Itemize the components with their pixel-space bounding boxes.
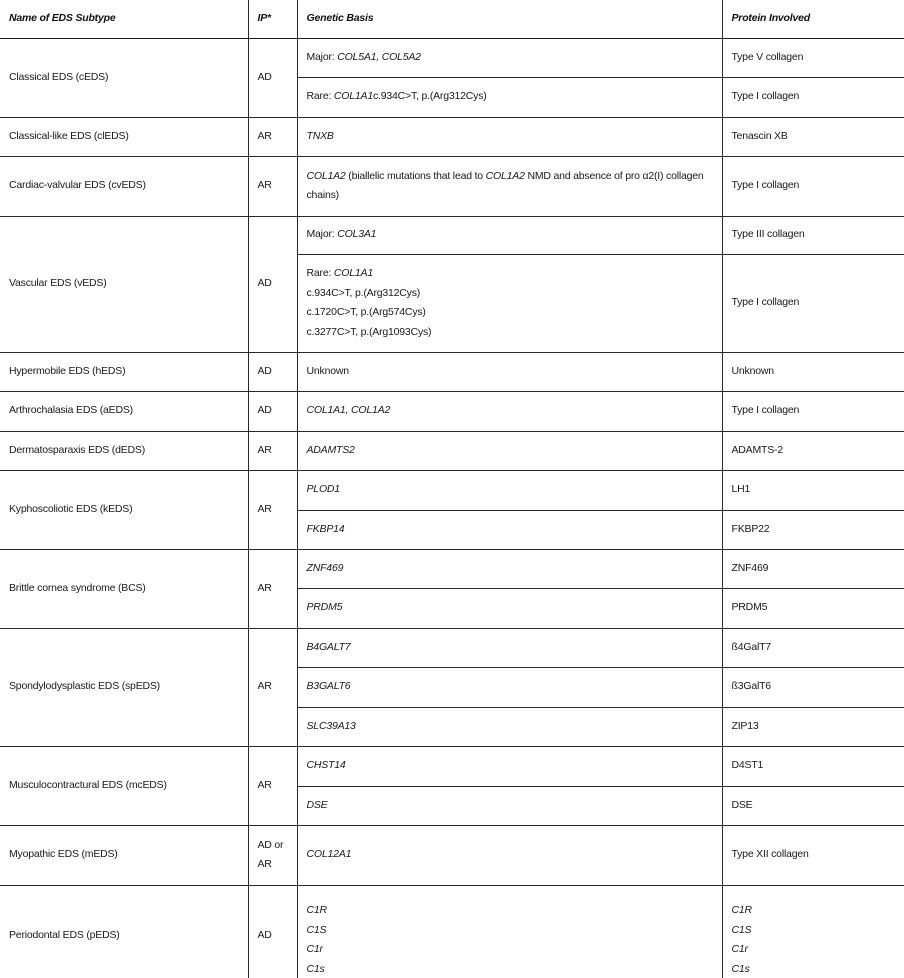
table-row	[0, 431, 904, 470]
gene-name: C1r	[306, 943, 323, 956]
gene-name: B4GALT7	[297, 628, 722, 667]
gene-name: COL1A1, COL1A2	[297, 391, 722, 431]
inheritance-pattern: AD	[248, 352, 297, 391]
protein: Type I collagen	[722, 254, 904, 352]
gene-name: CHST14	[297, 746, 722, 786]
table-row	[0, 628, 904, 667]
major-prefix: Major:	[306, 50, 338, 63]
table-row	[0, 38, 904, 77]
subtype-name: Cardiac-valvular EDS (cvEDS)	[0, 156, 248, 216]
protein: Type XII collagen	[722, 825, 904, 885]
subtype-name: Dermatosparaxis EDS (dEDS)	[0, 431, 248, 470]
gene-name: DSE	[297, 786, 722, 825]
protein: Type I collagen	[722, 77, 904, 117]
inheritance-pattern: AR	[248, 746, 297, 825]
inheritance-pattern	[248, 825, 297, 885]
protein: Unknown	[722, 352, 904, 391]
ip-line: AR	[257, 858, 272, 870]
inheritance-pattern: AD	[248, 391, 297, 431]
header-ip: IP*	[248, 0, 297, 38]
table-row	[0, 470, 904, 510]
header-genetic-basis: Genetic Basis	[297, 0, 722, 38]
gene-name: TNXB	[297, 117, 722, 156]
gene-name: COL12A1	[297, 825, 722, 885]
subtype-name: Classical EDS (cEDS)	[0, 38, 248, 117]
gene-name: COL3A1	[337, 228, 377, 241]
gene-name: COL1A2	[485, 169, 525, 182]
description: (biallelic mutations that lead to	[345, 169, 486, 182]
genetic-basis	[297, 254, 722, 352]
inheritance-pattern: AR	[248, 628, 297, 746]
gene-name: PRDM5	[297, 588, 722, 628]
table-row	[0, 825, 904, 885]
gene-name: ZNF469	[297, 549, 722, 588]
protein	[722, 885, 904, 978]
subtype-name: Brittle cornea syndrome (BCS)	[0, 549, 248, 628]
protein: FKBP22	[722, 510, 904, 549]
protein: PRDM5	[722, 588, 904, 628]
inheritance-pattern: AR	[248, 549, 297, 628]
genetic-basis	[297, 77, 722, 117]
header-protein: Protein Involved	[722, 0, 904, 38]
protein: Type I collagen	[722, 156, 904, 216]
protein: D4ST1	[722, 746, 904, 786]
subtype-name: Myopathic EDS (mEDS)	[0, 825, 248, 885]
inheritance-pattern: AR	[248, 156, 297, 216]
description: NMD and absence of pro α2(I) collagen chains)	[306, 169, 704, 201]
protein-name: C1S	[731, 923, 752, 936]
table-row	[0, 216, 904, 254]
gene-name: SLC39A13	[297, 707, 722, 746]
rare-line	[307, 264, 713, 284]
subtype-name: Musculocontractural EDS (mcEDS)	[0, 746, 248, 825]
gene-name: FKBP14	[297, 510, 722, 549]
table-header-row	[0, 0, 904, 38]
protein: ZNF469	[722, 549, 904, 588]
protein: DSE	[722, 786, 904, 825]
subtype-name: Periodontal EDS (pEDS)	[9, 928, 120, 941]
inheritance-pattern: AD	[248, 38, 297, 117]
genetic-basis	[297, 38, 722, 77]
gene-name: C1R	[306, 904, 327, 917]
genetic-basis	[297, 216, 722, 254]
protein-name: C1R	[731, 904, 752, 917]
variant: c.934C>T, p.(Arg312Cys)	[372, 90, 487, 103]
subtype-name: Classical-like EDS (clEDS)	[0, 117, 248, 156]
protein: ZIP13	[722, 707, 904, 746]
protein: Tenascin XB	[722, 117, 904, 156]
inheritance-pattern: AD	[248, 216, 297, 352]
rare-prefix: Rare:	[306, 90, 334, 103]
gene-name: B3GALT6	[297, 667, 722, 707]
protein: Type III collagen	[722, 216, 904, 254]
genetic-basis: Unknown	[297, 352, 722, 391]
rare-prefix: Rare:	[306, 267, 334, 279]
protein: ß4GalT7	[722, 628, 904, 667]
protein: Type I collagen	[722, 391, 904, 431]
genetic-basis	[297, 156, 722, 216]
protein: LH1	[722, 470, 904, 510]
gene-name: COL5A1, COL5A2	[337, 50, 421, 63]
inheritance-pattern: AR	[248, 117, 297, 156]
table-row	[0, 156, 904, 216]
gene-name: C1s	[306, 962, 325, 975]
header-name: Name of EDS Subtype	[0, 0, 248, 38]
genetic-basis	[297, 885, 722, 978]
subtype-name: Spondylodysplastic EDS (spEDS)	[0, 628, 248, 746]
protein-name: C1r	[731, 943, 748, 956]
protein: Type V collagen	[722, 38, 904, 77]
table-row	[0, 549, 904, 588]
gene-name: PLOD1	[297, 470, 722, 510]
table-row	[0, 746, 904, 786]
subtype-name: Arthrochalasia EDS (aEDS)	[0, 391, 248, 431]
variant: c.934C>T, p.(Arg312Cys)	[306, 286, 421, 299]
major-prefix: Major:	[306, 228, 338, 241]
gene-name: COL1A1	[333, 267, 373, 279]
table-row	[0, 117, 904, 156]
subtype-name: Vascular EDS (vEDS)	[0, 216, 248, 352]
variant: c.3277C>T, p.(Arg1093Cys)	[306, 325, 432, 338]
protein-name: C1s	[731, 962, 750, 975]
gene-name: COL1A2	[306, 169, 346, 182]
gene-name: ADAMTS2	[297, 431, 722, 470]
inheritance-pattern: AR	[248, 431, 297, 470]
protein: ß3GalT6	[722, 667, 904, 707]
table-row	[0, 885, 904, 978]
table-row	[0, 352, 904, 391]
inheritance-pattern: AR	[248, 470, 297, 549]
gene-name: C1S	[306, 923, 327, 936]
inheritance-pattern: AD	[248, 885, 297, 978]
ip-line: AD or	[257, 838, 284, 851]
protein: ADAMTS-2	[722, 431, 904, 470]
table-row	[0, 391, 904, 431]
variant: c.1720C>T, p.(Arg574Cys)	[306, 306, 426, 318]
gene-name: COL1A1	[333, 90, 373, 103]
subtype-name: Kyphoscoliotic EDS (kEDS)	[0, 470, 248, 549]
subtype-name: Hypermobile EDS (hEDS)	[0, 352, 248, 391]
